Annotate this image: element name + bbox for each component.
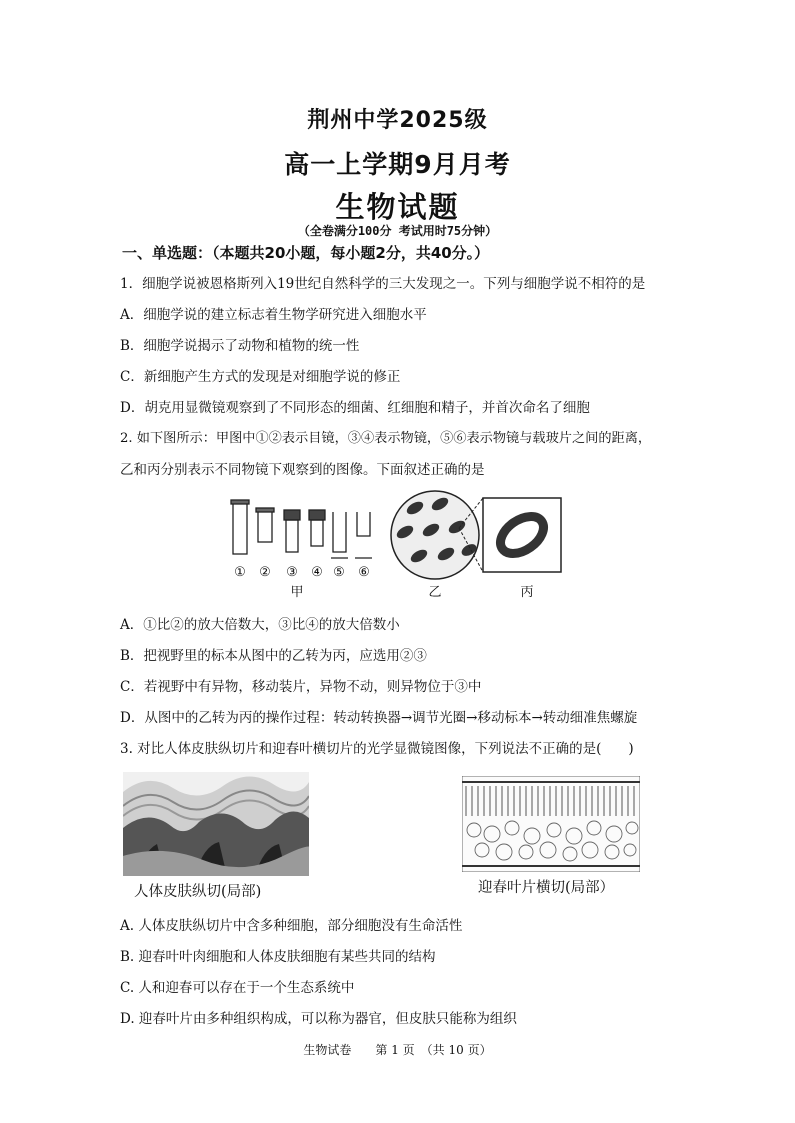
q3-option-c: C. 人和迎春可以存在于一个生态系统中 bbox=[120, 980, 355, 996]
q3-option-a: A. 人体皮肤纵切片中含多种细胞，部分细胞没有生命活性 bbox=[120, 918, 463, 934]
q2-option-c: C．若视野中有异物，移动装片，异物不动，则异物位于③中 bbox=[120, 679, 482, 695]
tube-label: ④ bbox=[311, 565, 323, 580]
skin-section-image bbox=[123, 772, 309, 876]
q1-option-c: C．新细胞产生方式的发现是对细胞学说的修正 bbox=[120, 369, 401, 385]
q2-stem-line1: 2. 如下图所示：甲图中①②表示目镜，③④表示物镜，⑤⑥表示物镜与载玻片之间的距离， bbox=[120, 431, 652, 446]
field-of-view-yi bbox=[391, 491, 479, 579]
tube-label: ① bbox=[234, 565, 246, 580]
leaf-caption: 迎春叶片横切(局部） bbox=[478, 880, 615, 896]
leaf-section-image bbox=[462, 776, 640, 872]
distance-5 bbox=[331, 512, 348, 558]
school-title: 荆州中学2025级 bbox=[307, 108, 488, 133]
distance-6 bbox=[355, 512, 372, 558]
objective-4 bbox=[309, 510, 325, 546]
q3-option-d: D. 迎春叶片由多种组织构成，可以称为器官，但皮肤只能称为组织 bbox=[120, 1011, 517, 1027]
q2-stem-line2: 乙和丙分别表示不同物镜下观察到的图像。下面叙述正确的是 bbox=[120, 462, 485, 478]
panel-label: 丙 bbox=[520, 585, 534, 600]
eyepiece-1 bbox=[231, 500, 249, 554]
exam-note: （全卷满分100分 考试用时75分钟） bbox=[297, 224, 498, 238]
section-heading: 一、单选题：（本题共20小题，每小题2分，共40分。） bbox=[122, 244, 490, 262]
microscope-figure bbox=[225, 490, 565, 602]
panel-label: 乙 bbox=[428, 585, 442, 600]
subject-title: 生物试题 bbox=[335, 190, 460, 224]
page-footer: 生物试卷 第 1 页 （共 10 页） bbox=[303, 1043, 492, 1057]
objective-3 bbox=[284, 510, 300, 552]
eyepiece-2 bbox=[256, 508, 274, 542]
q3-option-b: B. 迎春叶叶肉细胞和人体皮肤细胞有某些共同的结构 bbox=[120, 949, 436, 965]
tube-label: ⑥ bbox=[358, 565, 370, 580]
q3-stem: 3. 对比人体皮肤纵切片和迎春叶横切片的光学显微镜图像，下列说法不正确的是( ) bbox=[120, 741, 634, 757]
q1-stem: 1．细胞学说被恩格斯列入19世纪自然科学的三大发现之一。下列与细胞学说不相符的是 bbox=[120, 276, 646, 292]
exam-title: 高一上学期9月月考 bbox=[284, 150, 511, 179]
tube-label: ⑤ bbox=[333, 565, 345, 580]
q2-option-a: A．①比②的放大倍数大，③比④的放大倍数小 bbox=[120, 617, 400, 633]
q1-option-a: A．细胞学说的建立标志着生物学研究进入细胞水平 bbox=[120, 307, 427, 323]
q2-option-b: B．把视野里的标本从图中的乙转为丙，应选用②③ bbox=[120, 648, 427, 664]
tube-label: ② bbox=[259, 565, 271, 580]
tube-label: ③ bbox=[286, 565, 298, 580]
q1-option-b: B．细胞学说揭示了动物和植物的统一性 bbox=[120, 338, 360, 354]
panel-label: 甲 bbox=[290, 585, 304, 600]
q1-option-d: D．胡克用显微镜观察到了不同形态的细菌、红细胞和精子，并首次命名了细胞 bbox=[120, 400, 590, 416]
skin-caption: 人体皮肤纵切(局部) bbox=[134, 884, 262, 900]
q2-option-d: D．从图中的乙转为丙的操作过程：转动转换器→调节光圈→移动标本→转动细准焦螺旋 bbox=[120, 710, 638, 726]
